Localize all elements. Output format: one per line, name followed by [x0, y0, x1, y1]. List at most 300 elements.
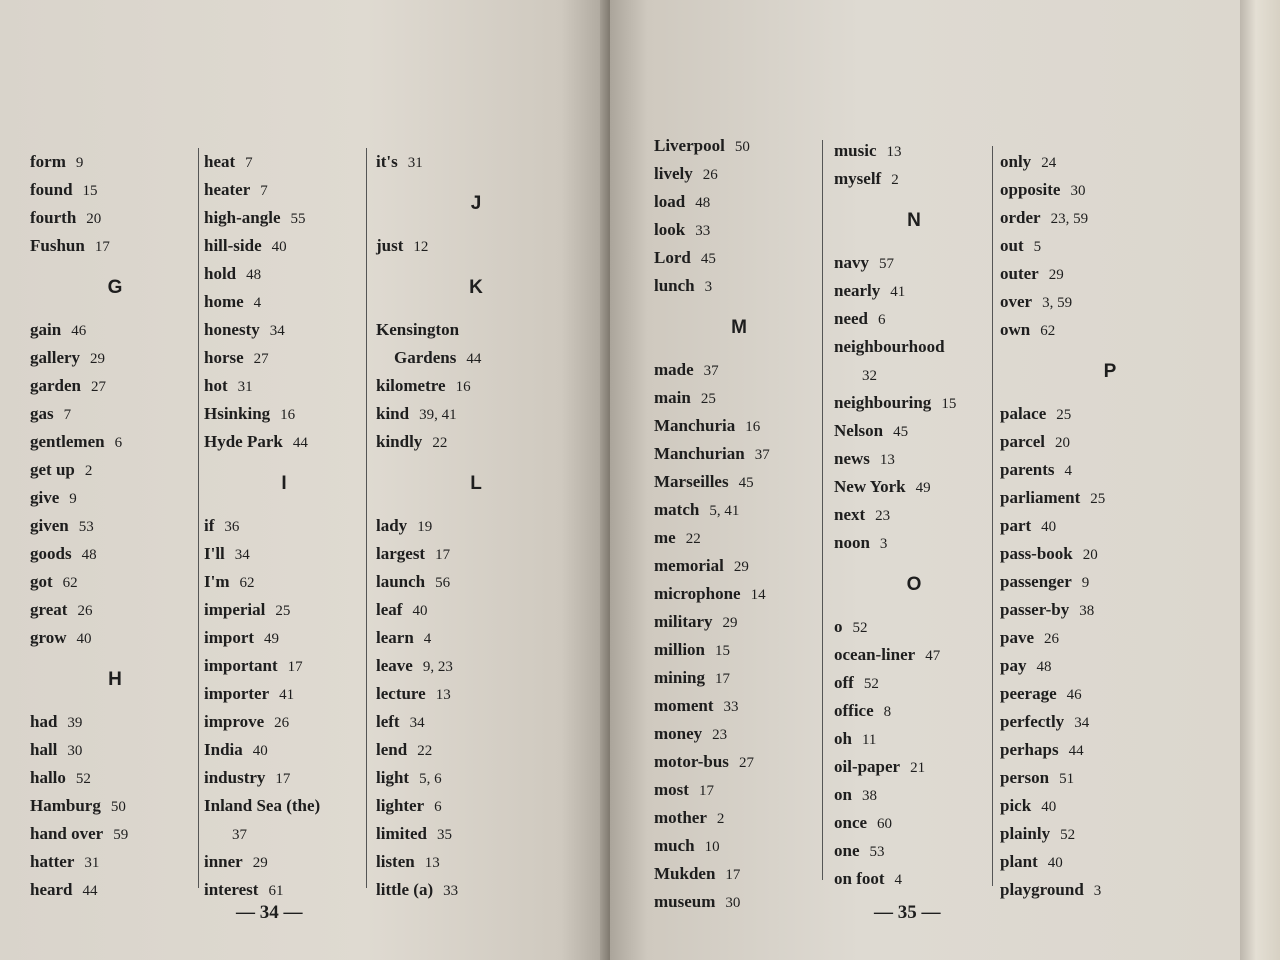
entry-word: import — [204, 628, 255, 647]
index-entry — [376, 764, 576, 792]
entry-page-refs: 62 — [239, 575, 255, 591]
index-entry — [204, 316, 364, 344]
index-entry — [654, 216, 824, 244]
index-column — [654, 132, 824, 916]
entry-page-refs: 38 — [1079, 603, 1095, 619]
index-entry — [204, 512, 364, 540]
entry-page-refs: 13 — [424, 855, 440, 871]
entry-page-refs: 39, 41 — [419, 407, 457, 423]
entry-word: motor-bus — [654, 752, 729, 771]
entry-page-refs: 27 — [738, 755, 754, 771]
entry-word: look — [654, 220, 686, 239]
entry-page-refs: 4 — [894, 872, 903, 888]
index-entry — [30, 204, 200, 232]
index-entry — [1000, 764, 1220, 792]
entry-page-refs: 53 — [869, 844, 885, 860]
index-entry — [654, 692, 824, 720]
index-entry — [1000, 624, 1220, 652]
entry-word: listen — [376, 852, 415, 871]
entry-page-refs: 44 — [466, 351, 482, 367]
index-entry — [834, 417, 994, 445]
index-entry — [654, 468, 824, 496]
entry-word: give — [30, 488, 60, 507]
entry-word: importer — [204, 684, 270, 703]
entry-page-refs: 12 — [413, 239, 429, 255]
entry-word: Hsinking — [204, 404, 271, 423]
entry-word: gas — [30, 404, 54, 423]
index-entry — [376, 148, 576, 176]
entry-page-refs: 8 — [883, 704, 892, 720]
entry-word: heater — [204, 180, 251, 199]
index-entry — [376, 736, 576, 764]
entry-page-refs: 29 — [252, 855, 268, 871]
entry-word: Kensington — [376, 320, 460, 339]
entry-page-refs: 13 — [879, 452, 895, 468]
index-entry — [204, 232, 364, 260]
entry-page-refs: 17 — [287, 659, 303, 675]
entry-word: Inland Sea (the) — [204, 796, 321, 815]
index-entry — [1000, 288, 1220, 316]
entry-page-refs: 33 — [695, 223, 711, 239]
index-entry — [834, 613, 994, 641]
entry-page-refs: 36 — [224, 519, 240, 535]
entry-page-refs: 27 — [253, 351, 269, 367]
index-entry — [30, 400, 200, 428]
entry-word: leaf — [376, 600, 403, 619]
entry-page-refs: 17 — [725, 867, 741, 883]
index-entry — [376, 708, 576, 736]
entry-page-refs: 17 — [275, 771, 291, 787]
index-entry — [30, 820, 200, 848]
entry-word: industry — [204, 768, 266, 787]
entry-page-refs: 37 — [703, 363, 719, 379]
entry-word: if — [204, 516, 215, 535]
entry-word: perfectly — [1000, 712, 1065, 731]
index-entry — [1000, 484, 1220, 512]
index-entry — [834, 333, 994, 361]
entry-page-refs: 62 — [62, 575, 78, 591]
index-entry — [1000, 708, 1220, 736]
entry-word: kindly — [376, 432, 423, 451]
index-entry — [654, 748, 824, 776]
entry-page-refs: 20 — [1082, 547, 1098, 563]
entry-page-refs: 16 — [745, 419, 761, 435]
entry-word: hold — [204, 264, 237, 283]
entry-page-refs: 32 — [862, 368, 877, 384]
entry-page-refs: 16 — [280, 407, 296, 423]
entry-word: India — [204, 740, 243, 759]
left-page — [0, 0, 610, 960]
index-entry — [204, 568, 364, 596]
index-entry — [654, 384, 824, 412]
entry-word: fourth — [30, 208, 77, 227]
entry-page-refs: 14 — [750, 587, 766, 603]
entry-word: o — [834, 617, 843, 636]
index-entry — [834, 809, 994, 837]
entry-page-refs: 34 — [269, 323, 285, 339]
index-entry — [30, 316, 200, 344]
entry-page-refs: 33 — [723, 699, 739, 715]
entry-page-refs: 40 — [412, 603, 428, 619]
index-entry — [834, 165, 994, 193]
index-entry — [204, 344, 364, 372]
index-entry — [1000, 428, 1220, 456]
entry-page-refs: 52 — [863, 676, 879, 692]
entry-page-refs: 56 — [435, 575, 451, 591]
index-entry — [204, 596, 364, 624]
entry-page-refs: 9, 23 — [422, 659, 453, 675]
index-entry — [654, 160, 824, 188]
index-column — [376, 148, 576, 904]
entry-word: Manchurian — [654, 444, 745, 463]
column-divider — [366, 148, 367, 888]
index-entry — [30, 708, 200, 736]
entry-word: person — [1000, 768, 1050, 787]
entry-page-refs: 52 — [852, 620, 868, 636]
index-entry — [30, 736, 200, 764]
entry-word: parents — [1000, 460, 1055, 479]
index-entry — [834, 529, 994, 557]
column-divider — [822, 140, 823, 880]
entry-word: parliament — [1000, 488, 1081, 507]
entry-page-refs: 21 — [910, 760, 926, 776]
entry-page-refs: 38 — [861, 788, 877, 804]
index-entry — [376, 652, 576, 680]
entry-page-refs: 10 — [704, 839, 720, 855]
entry-word: great — [30, 600, 68, 619]
entry-page-refs: 23 — [875, 508, 891, 524]
index-entry — [1000, 792, 1220, 820]
index-entry — [204, 428, 364, 456]
entry-page-refs: 3 — [1093, 883, 1102, 899]
entry-word: hill-side — [204, 236, 262, 255]
index-entry — [376, 540, 576, 568]
index-entry — [1000, 148, 1220, 176]
entry-word: New York — [834, 477, 906, 496]
entry-page-refs: 15 — [941, 396, 957, 412]
index-entry — [30, 456, 200, 484]
column-divider — [992, 146, 993, 886]
entry-word: lighter — [376, 796, 425, 815]
entry-page-refs: 52 — [75, 771, 91, 787]
index-column — [204, 148, 364, 904]
index-entry — [204, 820, 364, 848]
index-entry — [1000, 596, 1220, 624]
entry-word: hallo — [30, 768, 66, 787]
index-entry — [376, 316, 576, 344]
entry-word: nearly — [834, 281, 881, 300]
entry-word: Marseilles — [654, 472, 729, 491]
entry-page-refs: 4 — [253, 295, 262, 311]
entry-page-refs: 46 — [71, 323, 87, 339]
entry-word: peerage — [1000, 684, 1057, 703]
entry-word: found — [30, 180, 73, 199]
entry-page-refs: 9 — [75, 155, 84, 171]
index-entry — [1000, 820, 1220, 848]
page-number: — 35 — — [874, 902, 941, 923]
entry-word: given — [30, 516, 69, 535]
entry-page-refs: 40 — [1041, 519, 1057, 535]
entry-page-refs: 20 — [86, 211, 102, 227]
index-entry — [376, 876, 576, 904]
index-entry — [834, 389, 994, 417]
entry-word: had — [30, 712, 58, 731]
entry-word: Manchuria — [654, 416, 736, 435]
index-entry — [30, 792, 200, 820]
index-entry — [1000, 568, 1220, 596]
entry-page-refs: 22 — [685, 531, 701, 547]
page-edge — [1240, 0, 1280, 960]
index-entry — [654, 832, 824, 860]
entry-word: music — [834, 141, 877, 160]
entry-page-refs: 44 — [1068, 743, 1084, 759]
entry-page-refs: 13 — [435, 687, 451, 703]
entry-page-refs: 49 — [264, 631, 280, 647]
index-entry — [1000, 456, 1220, 484]
entry-word: palace — [1000, 404, 1047, 423]
entry-page-refs: 60 — [877, 816, 893, 832]
index-entry — [654, 132, 824, 160]
entry-page-refs: 29 — [722, 615, 738, 631]
index-entry — [654, 356, 824, 384]
index-column — [1000, 148, 1220, 904]
entry-word: hot — [204, 376, 228, 395]
entry-word: hall — [30, 740, 58, 759]
entry-word: oil-paper — [834, 757, 901, 776]
entry-word: I'll — [204, 544, 225, 563]
entry-word: plant — [1000, 852, 1038, 871]
entry-page-refs: 40 — [1041, 799, 1057, 815]
index-entry — [834, 501, 994, 529]
entry-word: parcel — [1000, 432, 1046, 451]
entry-word: I'm — [204, 572, 230, 591]
entry-page-refs: 48 — [1036, 659, 1052, 675]
index-entry — [1000, 736, 1220, 764]
entry-word: match — [654, 500, 700, 519]
index-entry — [1000, 540, 1220, 568]
entry-word: learn — [376, 628, 414, 647]
entry-word: light — [376, 768, 410, 787]
index-entry — [204, 652, 364, 680]
entry-page-refs: 29 — [1048, 267, 1064, 283]
index-entry — [834, 473, 994, 501]
entry-page-refs: 41 — [890, 284, 906, 300]
entry-page-refs: 6 — [114, 435, 123, 451]
index-entry — [834, 753, 994, 781]
entry-word: improve — [204, 712, 265, 731]
index-entry — [834, 697, 994, 725]
entry-page-refs: 45 — [893, 424, 909, 440]
entry-word: navy — [834, 253, 869, 272]
index-entry — [834, 361, 994, 389]
right-page — [610, 0, 1240, 960]
index-entry — [204, 288, 364, 316]
entry-page-refs: 29 — [90, 351, 106, 367]
entry-word: next — [834, 505, 866, 524]
entry-page-refs: 2 — [891, 172, 899, 188]
index-entry — [834, 249, 994, 277]
entry-page-refs: 31 — [407, 155, 423, 171]
entry-word: just — [376, 236, 404, 255]
entry-word: off — [834, 673, 854, 692]
entry-page-refs: 40 — [76, 631, 92, 647]
entry-word: me — [654, 528, 676, 547]
index-entry — [834, 137, 994, 165]
entry-word: pass-book — [1000, 544, 1073, 563]
entry-page-refs: 15 — [82, 183, 98, 199]
index-entry — [654, 720, 824, 748]
entry-page-refs: 48 — [81, 547, 97, 563]
index-entry — [834, 781, 994, 809]
index-entry — [376, 512, 576, 540]
index-entry — [1000, 232, 1220, 260]
index-entry — [376, 848, 576, 876]
index-entry — [30, 764, 200, 792]
entry-page-refs: 41 — [279, 687, 295, 703]
entry-page-refs: 34 — [234, 547, 250, 563]
entry-page-refs: 31 — [84, 855, 100, 871]
entry-page-refs: 26 — [702, 167, 718, 183]
index-entry — [30, 848, 200, 876]
entry-page-refs: 45 — [738, 475, 754, 491]
entry-page-refs: 15 — [715, 643, 731, 659]
entry-page-refs: 31 — [237, 379, 253, 395]
section-letter: G — [107, 277, 123, 298]
index-entry — [30, 372, 200, 400]
index-entry — [30, 568, 200, 596]
entry-word: myself — [834, 169, 882, 188]
index-entry — [654, 804, 824, 832]
entry-page-refs: 9 — [69, 491, 77, 507]
index-entry — [654, 580, 824, 608]
entry-page-refs: 25 — [275, 603, 291, 619]
entry-page-refs: 25 — [700, 391, 716, 407]
entry-page-refs: 17 — [715, 671, 731, 687]
section-letter: J — [470, 193, 482, 214]
entry-page-refs: 44 — [292, 435, 308, 451]
index-entry — [30, 596, 200, 624]
entry-page-refs: 2 — [716, 811, 725, 827]
index-entry — [376, 428, 576, 456]
entry-word: mother — [654, 808, 707, 827]
entry-word: Mukden — [654, 864, 716, 883]
entry-page-refs: 23, 59 — [1050, 211, 1089, 227]
entry-page-refs: 7 — [260, 183, 268, 199]
entry-word: part — [1000, 516, 1032, 535]
entry-word: get up — [30, 460, 75, 479]
entry-page-refs: 7 — [245, 155, 253, 171]
index-entry — [204, 680, 364, 708]
index-column — [834, 137, 994, 893]
entry-word: Lord — [654, 248, 691, 267]
index-entry — [1000, 176, 1220, 204]
index-entry — [834, 445, 994, 473]
index-entry — [204, 708, 364, 736]
entry-page-refs: 29 — [733, 559, 749, 575]
entry-word: home — [204, 292, 244, 311]
index-entry — [654, 552, 824, 580]
index-entry — [204, 148, 364, 176]
entry-page-refs: 5, 6 — [419, 771, 442, 787]
index-entry — [654, 188, 824, 216]
entry-word: news — [834, 449, 870, 468]
entry-word: largest — [376, 544, 426, 563]
entry-page-refs: 37 — [232, 827, 247, 843]
entry-word: most — [654, 780, 689, 799]
entry-word: money — [654, 724, 703, 743]
entry-page-refs: 4 — [1064, 463, 1072, 479]
entry-page-refs: 39 — [67, 715, 83, 731]
entry-word: need — [834, 309, 868, 328]
entry-page-refs: 26 — [274, 715, 290, 731]
index-entry — [30, 876, 200, 904]
entry-page-refs: 20 — [1055, 435, 1071, 451]
entry-word: load — [654, 192, 686, 211]
index-entry — [376, 568, 576, 596]
entry-word: honesty — [204, 320, 260, 339]
index-entry — [1000, 652, 1220, 680]
entry-word: it's — [376, 152, 398, 171]
entry-page-refs: 30 — [67, 743, 83, 759]
entry-word: main — [654, 388, 691, 407]
index-entry — [654, 244, 824, 272]
index-entry — [834, 277, 994, 305]
index-entry — [654, 860, 824, 888]
index-entry — [376, 344, 576, 372]
index-entry — [1000, 680, 1220, 708]
entry-page-refs: 4 — [423, 631, 432, 647]
entry-word: over — [1000, 292, 1033, 311]
entry-page-refs: 6 — [434, 799, 442, 815]
entry-word: microphone — [654, 584, 741, 603]
entry-page-refs: 37 — [754, 447, 770, 463]
entry-word: launch — [376, 572, 426, 591]
index-column — [30, 148, 200, 904]
index-entry — [30, 428, 200, 456]
entry-word: order — [1000, 208, 1041, 227]
index-entry — [376, 624, 576, 652]
entry-word: military — [654, 612, 713, 631]
entry-word: noon — [834, 533, 870, 552]
entry-word: passer-by — [1000, 600, 1070, 619]
entry-page-refs: 35 — [437, 827, 452, 843]
index-entry — [30, 148, 200, 176]
index-entry — [376, 680, 576, 708]
entry-page-refs: 9 — [1081, 575, 1090, 591]
page-number: — 34 — — [236, 902, 303, 923]
entry-word: memorial — [654, 556, 724, 575]
entry-page-refs: 27 — [91, 379, 106, 395]
entry-word: horse — [204, 348, 244, 367]
entry-word: playground — [1000, 880, 1084, 899]
index-entry — [654, 524, 824, 552]
index-entry — [204, 624, 364, 652]
index-entry — [204, 260, 364, 288]
entry-page-refs: 59 — [113, 827, 129, 843]
index-entry — [1000, 848, 1220, 876]
section-letter: P — [1103, 361, 1117, 382]
entry-page-refs: 22 — [432, 435, 448, 451]
entry-word: lunch — [654, 276, 695, 295]
entry-page-refs: 3, 59 — [1042, 295, 1073, 311]
entry-word: ocean-liner — [834, 645, 916, 664]
entry-word: gentlemen — [30, 432, 105, 451]
index-entry — [1000, 316, 1220, 344]
index-entry — [376, 596, 576, 624]
entry-page-refs: 5, 41 — [709, 503, 740, 519]
index-entry — [1000, 400, 1220, 428]
index-entry — [30, 176, 200, 204]
